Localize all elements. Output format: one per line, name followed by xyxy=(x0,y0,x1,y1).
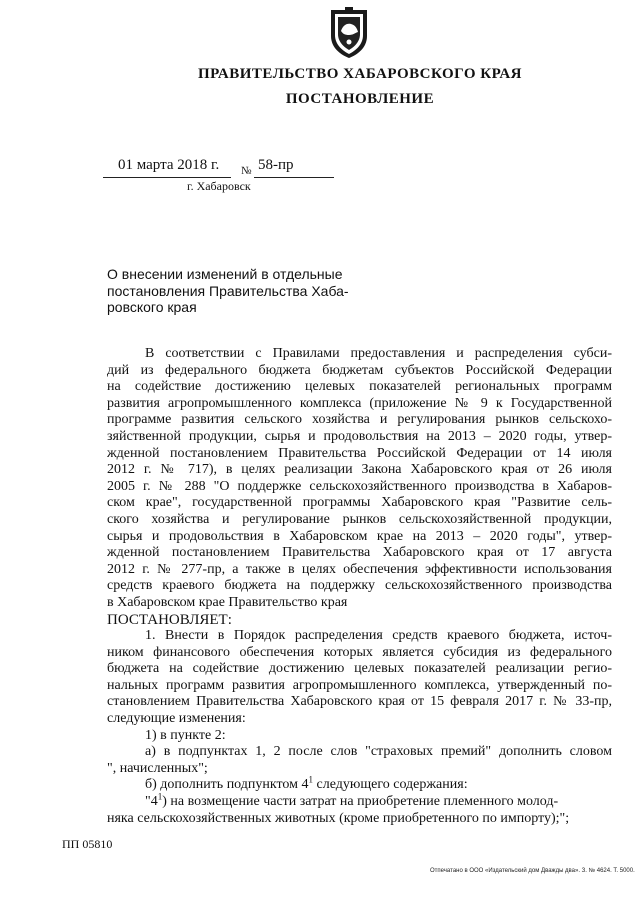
document-body xyxy=(107,346,612,827)
quote-open: "4 xyxy=(145,794,158,810)
quote-line-2: няка сельскохозяйственных животных (кроме приобретенного по импорту);"; xyxy=(107,810,570,826)
preamble-line: развития агропромышленного комплекса (приложение № 9 к Государственной xyxy=(107,395,612,411)
print-note: Отпечатано в ООО «Издательский дом Дважды два». З. № 4624. Т. 5000. xyxy=(430,868,635,874)
preamble-line: ского хозяйства и регулирование рынков сельскохозяйственной продукции, xyxy=(107,511,612,527)
subitem-a-line: а) в подпунктах 1, 2 после слов "страховых премий" дополнить словом xyxy=(145,744,612,760)
preamble-line: 2005 г. № 288 "О поддержке сельскохозяйственного производства в Хабаров- xyxy=(107,478,612,494)
document-subject xyxy=(107,267,357,317)
document-city: г. Хабаровск xyxy=(187,179,251,193)
preamble-line: программе развития сельского хозяйства и регулирования рынков сельскохо- xyxy=(107,412,612,428)
preamble-line: сырья и продовольствия в Хабаровском крае на 2013 – 2020 годы", утвер- xyxy=(107,528,612,544)
item1-line: следующие изменения: xyxy=(107,711,246,727)
subject-line: постановления Правительства Хаба- xyxy=(107,282,349,299)
item1-line: нальных программ развития агропромышленного комплекса, утвержденный по- xyxy=(107,677,612,693)
preamble-line: 2012 г. № 277-пр, а также в целях обеспечения эффективности использования xyxy=(107,561,612,577)
preamble-line: жденной постановлением Правительства Хабаровского края от 17 августа xyxy=(107,545,612,561)
preamble-line: зяйственной продукции, сырья и продовольствия на 2013 – 2020 годы, утвер- xyxy=(107,428,612,444)
preamble-line: ском крае", государственной программы Хабаровского края "Развитие сель- xyxy=(107,495,612,511)
coat-of-arms-emblem xyxy=(327,6,371,60)
footer-code: ПП 05810 xyxy=(62,837,113,851)
subitem-1: 1) в пункте 2: xyxy=(145,727,226,743)
quote-rest: ) на возмещение части затрат на приобретение племенного молод- xyxy=(162,794,559,810)
item1-line: ником финансового обеспечения которых является субсидия из федерального xyxy=(107,644,612,660)
preamble-line: жденной постановлением Правительства Российской Федерации от 14 июля xyxy=(107,445,612,461)
preamble-line: 2012 г. № 717), в целях реализации Закона Хабаровского края от 26 июля xyxy=(107,462,612,478)
preamble-line: средств краевого бюджета на поддержку сельскохозяйственного производства xyxy=(107,578,612,594)
number-underline xyxy=(254,177,334,178)
preamble-line: В соответствии с Правилами предоставления и распределения субси- xyxy=(145,346,612,361)
subitem-b-text: б) дополнить подпунктом 4 xyxy=(145,777,309,793)
preamble-line: дий из федерального бюджета бюджетам субъектов Российской Федерации xyxy=(107,362,612,378)
preamble-line: в Хабаровском крае Правительство края xyxy=(107,594,348,610)
subitem-b-superscript: 1 xyxy=(308,774,314,785)
quote-line xyxy=(107,791,612,811)
subitem-b xyxy=(107,774,612,794)
item1-line: 1. Внести в Порядок распределения средств краевого бюджета, источ- xyxy=(145,628,612,644)
subitem-b-text-end: следующего содержания: xyxy=(313,777,468,793)
preamble-line: на содействие достижению целевых показателей региональных программ xyxy=(107,379,612,395)
government-title: ПРАВИТЕЛЬСТВО ХАБАРОВСКОГО КРАЯ xyxy=(197,66,523,82)
resolves-heading: ПОСТАНОВЛЯЕТ: xyxy=(107,611,232,628)
date-underline xyxy=(103,177,231,178)
number-label: № xyxy=(241,165,252,177)
subject-line: О внесении изменений в отдельные xyxy=(107,266,343,282)
item1-line: становлением Правительства Хабаровского края от 15 февраля 2017 г. № 33-пр, xyxy=(107,694,612,710)
item1-line: бюджета на содействие достижению целевых показателей реализации регио- xyxy=(107,661,612,677)
document-number: 58-пр xyxy=(258,157,294,173)
quote-superscript: 1 xyxy=(157,791,163,802)
subitem-a-line: ", начисленных"; xyxy=(107,760,208,776)
subject-line: ровского края xyxy=(107,299,197,316)
document-date: 01 марта 2018 г. xyxy=(118,157,220,173)
document-type-title: ПОСТАНОВЛЕНИЕ xyxy=(285,91,435,107)
